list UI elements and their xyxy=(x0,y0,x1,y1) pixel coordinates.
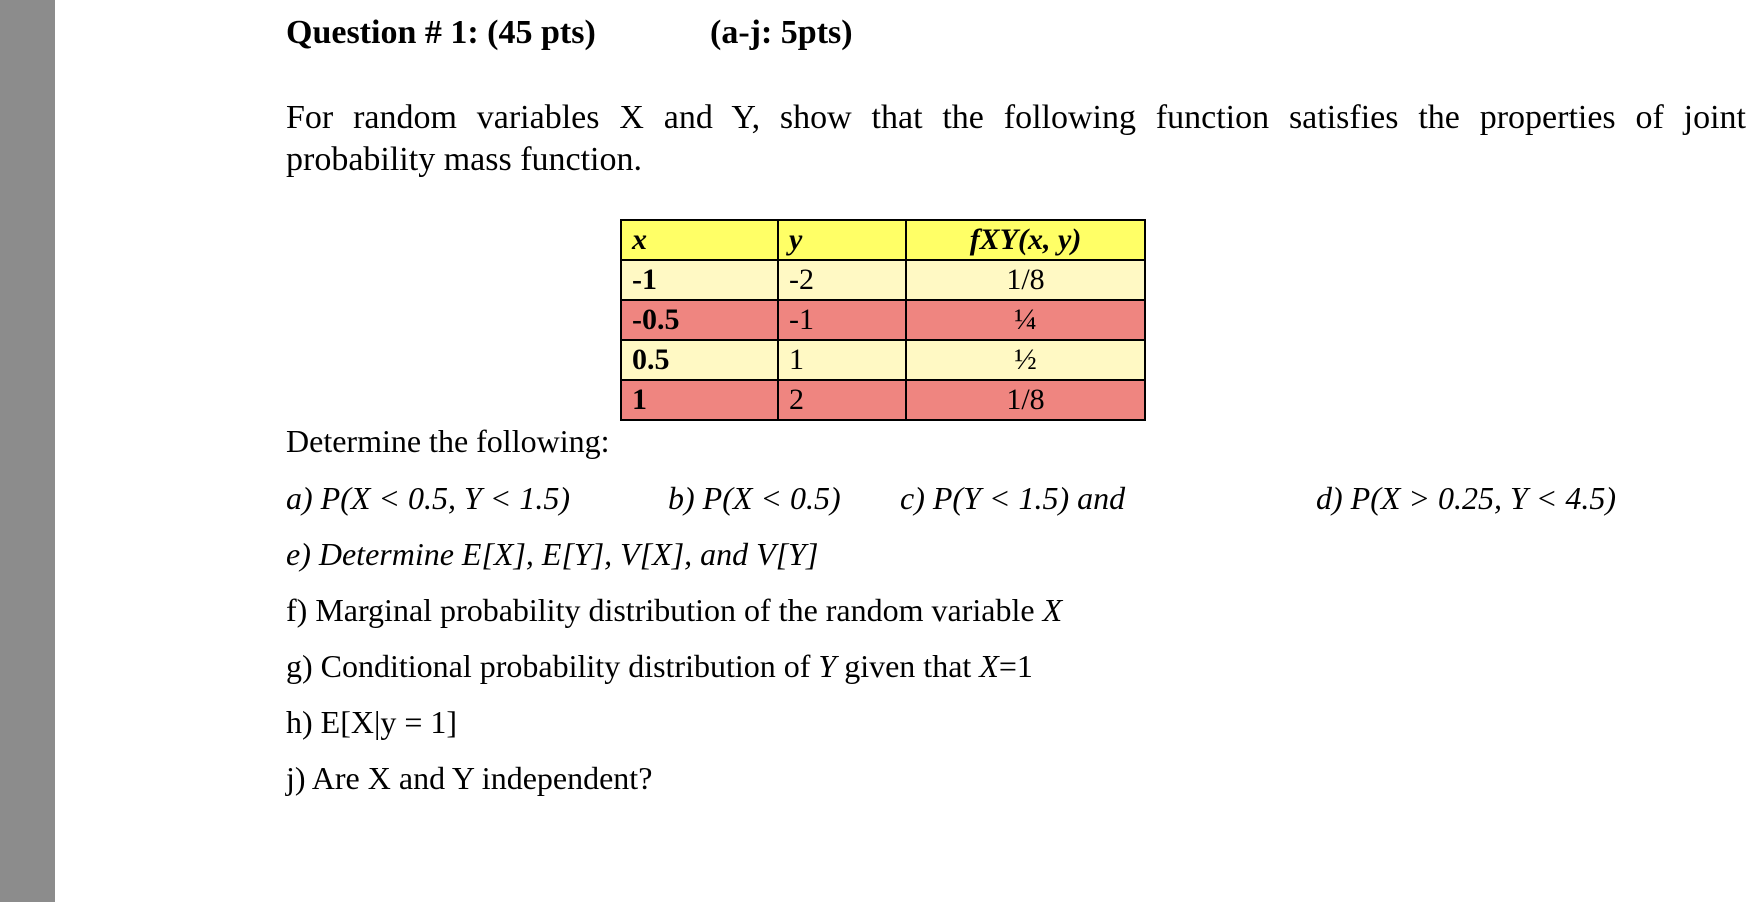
header-y: y xyxy=(778,220,906,260)
question-g-var-x: X xyxy=(979,648,999,684)
document-page xyxy=(56,0,1750,902)
header-x: x xyxy=(621,220,778,260)
cell-y: -1 xyxy=(778,300,906,340)
question-a: a) P(X < 0.5, Y < 1.5) xyxy=(286,480,571,516)
header-fxy xyxy=(906,220,1145,260)
question-g-var-y: Y xyxy=(818,648,837,684)
table-row xyxy=(621,340,1145,380)
intro-paragraph xyxy=(286,97,1746,181)
table-row xyxy=(621,260,1145,300)
question-g-suffix: =1 xyxy=(998,648,1033,684)
question-f-text: f) Marginal probability distribution of the random variable xyxy=(286,592,1043,628)
cell-x: -0.5 xyxy=(621,300,778,340)
question-h: h) E[X|y = 1] xyxy=(286,704,458,740)
cell-y: -2 xyxy=(778,260,906,300)
joint-pmf-table xyxy=(620,219,1146,421)
cell-y: 1 xyxy=(778,340,906,380)
question-b: b) P(X < 0.5) xyxy=(668,480,841,516)
question-f xyxy=(286,592,1062,629)
cell-x: 1 xyxy=(621,380,778,420)
cell-y: 2 xyxy=(778,380,906,420)
cell-f: 1/8 xyxy=(906,260,1145,300)
determine-heading: Determine the following: xyxy=(286,423,610,459)
cell-f: 1/8 xyxy=(906,380,1145,420)
intro-line-1: For random variables X and Y, show that the following function satisfies the properties of joint xyxy=(286,99,1746,136)
question-g xyxy=(286,648,1033,685)
question-c: c) P(Y < 1.5) and xyxy=(900,480,1126,516)
points-breakdown: (a-j: 5pts) xyxy=(710,14,853,51)
question-j: j) Are X and Y independent? xyxy=(286,760,653,796)
left-margin-bar xyxy=(0,0,55,902)
cell-x: -1 xyxy=(621,260,778,300)
question-f-var: X xyxy=(1042,592,1063,628)
question-g-mid: given that xyxy=(836,648,980,684)
table-header-row xyxy=(621,220,1145,260)
cell-f: ¼ xyxy=(906,300,1145,340)
intro-line-2: probability mass function. xyxy=(286,141,643,178)
question-d: d) P(X > 0.25, Y < 4.5) xyxy=(1316,480,1617,516)
table-row xyxy=(621,380,1145,420)
cell-f: ½ xyxy=(906,340,1145,380)
cell-x: 0.5 xyxy=(621,340,778,380)
question-title: Question # 1: (45 pts) xyxy=(286,14,596,51)
question-g-text: g) Conditional probability distribution of xyxy=(286,648,819,684)
question-row-abcd xyxy=(286,480,1746,520)
table-row xyxy=(621,300,1145,340)
header-fxy-text: fXY(x, y) xyxy=(969,223,1082,256)
question-e: e) Determine E[X], E[Y], V[X], and V[Y] xyxy=(286,536,819,572)
